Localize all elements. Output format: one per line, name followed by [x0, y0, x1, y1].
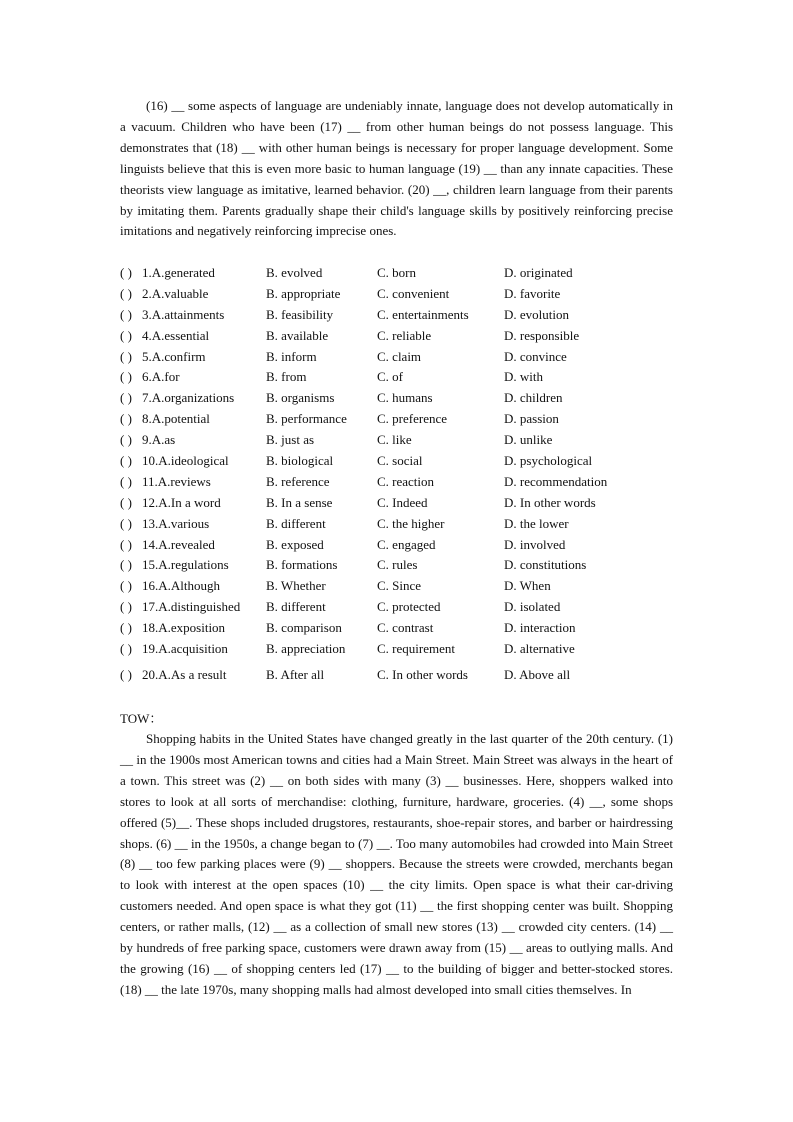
- option-a: 6.A.for: [142, 369, 180, 385]
- answer-blank: ( ): [120, 285, 132, 301]
- option-d: D. interaction: [504, 620, 576, 636]
- answer-blank: ( ): [120, 306, 132, 322]
- option-d: D. involved: [504, 536, 566, 552]
- option-a: 3.A.attainments: [142, 306, 225, 322]
- option-d: D. constitutions: [504, 557, 587, 573]
- option-c: C. convenient: [377, 285, 450, 301]
- option-d: D. psychological: [504, 453, 593, 469]
- option-row: [120, 284, 680, 305]
- answer-blank: ( ): [120, 641, 132, 657]
- answer-blank: ( ): [120, 453, 132, 469]
- option-a: 13.A.various: [142, 515, 210, 531]
- option-d: D. recommendation: [504, 473, 608, 489]
- option-row: [120, 514, 680, 535]
- option-row: [120, 347, 680, 368]
- answer-blank: ( ): [120, 411, 132, 427]
- option-a: 20.A.As a result: [142, 666, 227, 682]
- option-d: D. When: [504, 578, 551, 594]
- option-a: 8.A.potential: [142, 411, 210, 427]
- option-b: B. In a sense: [266, 494, 333, 510]
- option-row: [120, 472, 680, 493]
- answer-blank: ( ): [120, 536, 132, 552]
- option-row: [120, 618, 680, 639]
- option-c: C. In other words: [377, 666, 468, 682]
- option-c: C. social: [377, 453, 423, 469]
- option-d: D. isolated: [504, 599, 561, 615]
- answer-blank: ( ): [120, 327, 132, 343]
- option-b: B. different: [266, 515, 326, 531]
- option-d: D. with: [504, 369, 543, 385]
- option-row: [120, 639, 680, 660]
- answer-blank: ( ): [120, 369, 132, 385]
- passage-section-2: Shopping habits in the United States have changed greatly in the last quarter of the 20th century. (1) __ in the 1900s most American towns and cities had a Main Street. Main Street was always in the heart of a town. This street was (2) __ on both sides with many (3) __ businesses. Here, shoppers walked into stores to look at all sorts of merchandise: clothing, furniture, hardware, groceries. (4) __, some shops offered (5)__. These shops included drugstores, restaurants, shoe-repair stores, and barber or hairdressing shops. (6) __ in the 1950s, a change began to (7) __. Too many automobiles had crowded into Main Street (8) __ too few parking places were (9) __ shoppers. Because the streets were crowded, merchants began to look with interest at the open spaces (10) __ the city limits. Open space is what their car-driving customers needed. And open space is what they got (11) __ the first shopping center was built. Shopping centers, or rather malls, (12) __ as a collection of small new stores (13) __ crowded city centers. (14) __ by hundreds of free parking space, customers were drawn away from (15) __ areas to outlying malls. And the growing (16) __ of shopping centers led (17) __ to the building of bigger and better-stocked stores. (18) __ the late 1970s, many shopping malls had almost developed into small cities themselves. In: [120, 731, 673, 997]
- option-row: [120, 535, 680, 556]
- option-d: D. convince: [504, 348, 567, 364]
- answer-blank: ( ): [120, 515, 132, 531]
- answer-blank: ( ): [120, 599, 132, 615]
- option-c: C. born: [377, 265, 416, 280]
- options-list: [120, 263, 680, 686]
- option-b: B. exposed: [266, 536, 324, 552]
- option-a: 12.A.In a word: [142, 494, 221, 510]
- option-d: D. evolution: [504, 306, 569, 322]
- option-c: C. reliable: [377, 327, 432, 343]
- option-row: [120, 305, 680, 326]
- option-b: B. reference: [266, 473, 330, 489]
- option-b: B. performance: [266, 411, 347, 427]
- option-c: C. rules: [377, 557, 418, 573]
- option-b: B. inform: [266, 348, 317, 364]
- option-a: 10.A.ideological: [142, 453, 229, 469]
- option-d: D. Above all: [504, 666, 571, 682]
- option-d: D. In other words: [504, 494, 596, 510]
- option-d: D. responsible: [504, 327, 580, 343]
- option-b: B. biological: [266, 453, 334, 469]
- option-b: B. appreciation: [266, 641, 346, 657]
- option-b: B. feasibility: [266, 306, 334, 322]
- option-row: [120, 409, 680, 430]
- option-c: C. reaction: [377, 473, 435, 489]
- option-row: [120, 388, 680, 409]
- option-c: C. engaged: [377, 536, 436, 552]
- option-a: 1.A.generated: [142, 265, 215, 280]
- option-a: 7.A.organizations: [142, 390, 235, 406]
- option-c: C. the higher: [377, 515, 445, 531]
- answer-blank: ( ): [120, 265, 132, 280]
- option-a: 18.A.exposition: [142, 620, 226, 636]
- option-c: C. protected: [377, 599, 441, 615]
- answer-blank: ( ): [120, 620, 132, 636]
- option-d: D. originated: [504, 265, 573, 280]
- option-b: B. After all: [266, 666, 325, 682]
- option-a: 17.A.distinguished: [142, 599, 241, 615]
- option-b: B. from: [266, 369, 307, 385]
- option-a: 4.A.essential: [142, 327, 210, 343]
- option-a: 9.A.as: [142, 432, 176, 448]
- option-d: D. favorite: [504, 285, 561, 301]
- option-a: 2.A.valuable: [142, 285, 209, 301]
- option-row: [120, 555, 680, 576]
- answer-blank: ( ): [120, 348, 132, 364]
- option-b: B. different: [266, 599, 326, 615]
- option-a: 11.A.reviews: [142, 473, 211, 489]
- option-d: D. passion: [504, 411, 559, 427]
- option-b: B. formations: [266, 557, 338, 573]
- option-d: D. children: [504, 390, 563, 406]
- option-a: 5.A.confirm: [142, 348, 206, 364]
- answer-blank: ( ): [120, 390, 132, 406]
- option-c: C. requirement: [377, 641, 455, 657]
- option-d: D. unlike: [504, 432, 553, 448]
- option-c: C. entertainments: [377, 306, 469, 322]
- option-c: C. claim: [377, 348, 422, 364]
- option-b: B. organisms: [266, 390, 335, 406]
- option-row: [120, 597, 680, 618]
- option-c: C. contrast: [377, 620, 434, 636]
- option-row: [120, 451, 680, 472]
- option-b: B. appropriate: [266, 285, 341, 301]
- option-c: C. Since: [377, 578, 422, 594]
- option-b: B. available: [266, 327, 329, 343]
- option-c: C. preference: [377, 411, 448, 427]
- answer-blank: ( ): [120, 432, 132, 448]
- passage-section-1: (16) __ some aspects of language are undeniably innate, language does not develop automatically in a vacuum. Children who have been (17) __ from other human beings do not possess language. This demonstrates that (18) __ with other human beings is necessary for proper language development. Some linguists believe that this is even more basic to human language (19) __ than any innate capacities. These theorists view language as imitative, learned behavior. (20) __, children learn language from their parents by imitating them. Parents gradually shape their child's language skills by positively reinforcing precise imitations and negatively reinforcing imprecise ones.: [120, 98, 673, 239]
- option-row: [120, 326, 680, 347]
- option-b: B. just as: [266, 432, 315, 448]
- option-row: [120, 493, 680, 514]
- option-d: D. alternative: [504, 641, 575, 657]
- option-c: C. Indeed: [377, 494, 428, 510]
- option-d: D. the lower: [504, 515, 569, 531]
- answer-blank: ( ): [120, 578, 132, 594]
- answer-blank: ( ): [120, 666, 132, 682]
- option-b: B. comparison: [266, 620, 342, 636]
- option-a: 19.A.acquisition: [142, 641, 228, 657]
- option-a: 16.A.Although: [142, 578, 220, 594]
- option-b: B. evolved: [266, 265, 323, 280]
- option-row: [120, 665, 680, 686]
- option-c: C. of: [377, 369, 403, 385]
- answer-blank: ( ): [120, 494, 132, 510]
- option-c: C. like: [377, 432, 412, 448]
- answer-blank: ( ): [120, 473, 132, 489]
- answer-blank: ( ): [120, 557, 132, 573]
- option-row: [120, 430, 680, 451]
- option-row: [120, 576, 680, 597]
- section-heading: TOW：: [120, 711, 163, 726]
- option-b: B. Whether: [266, 578, 326, 594]
- option-c: C. humans: [377, 390, 433, 406]
- option-a: 14.A.revealed: [142, 536, 215, 552]
- option-row: [120, 263, 680, 284]
- option-row: [120, 367, 680, 388]
- option-a: 15.A.regulations: [142, 557, 229, 573]
